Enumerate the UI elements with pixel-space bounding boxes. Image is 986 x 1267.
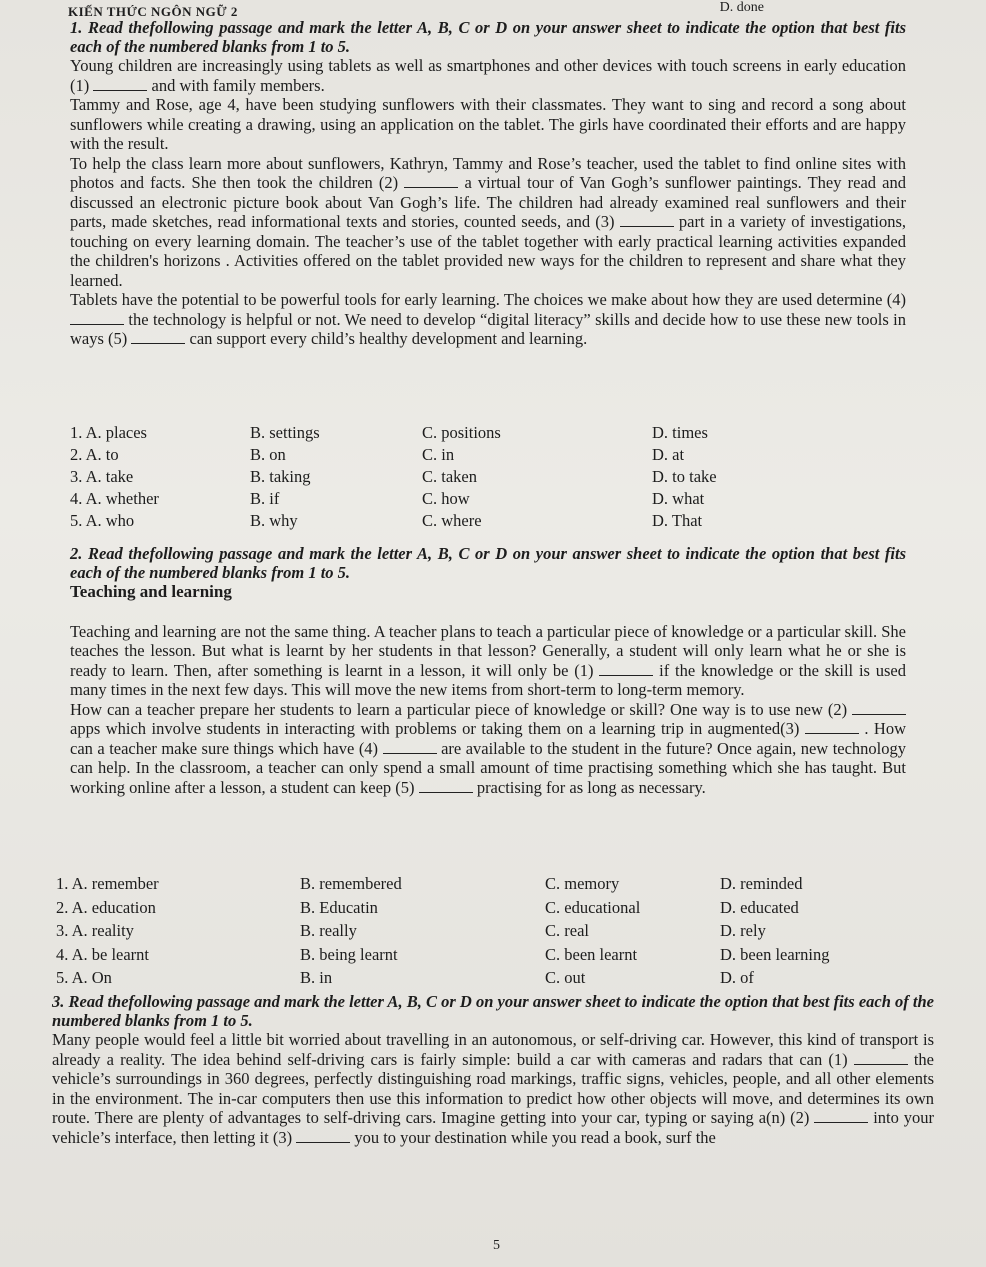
blank-5[interactable] [419,792,473,793]
section-3-instruction: 3. Read thefollowing passage and mark the letter A, B, C or D on your answer sheet to indicate the option that best fits each of the numbered blanks from 1 to 5. [52,992,934,1030]
option-a[interactable]: 5. A. On [56,968,112,987]
option-d[interactable]: D. at [652,445,685,464]
option-a[interactable]: 2. A. education [56,897,156,917]
option-c[interactable]: C. in [422,445,455,464]
option-c[interactable]: C. real [545,921,589,940]
s2-text: if the knowledge or the skill is used many times in the next few days. This will move the new items from short-term to long-term memory. [70,660,906,699]
option-b[interactable]: B. being learnt [300,944,398,964]
option-d[interactable]: D. been learning [720,944,830,964]
option-row [70,510,906,532]
s3-text: you to your destination while you read a book, surf the [354,1127,716,1147]
option-d[interactable]: D. to take [652,467,717,486]
blank-5[interactable] [131,343,185,344]
option-b[interactable]: B. why [250,511,298,530]
blank-3[interactable] [296,1142,350,1143]
blank-4[interactable] [383,753,437,754]
s1-text: a virtual tour of Van Gogh’s sunflower paintings. They read and discussed an electronic picture book about Van Gogh’s life. The children had already examined real sunflowers and their parts, made sketches, read informational texts and stories, counted seeds, and (3) [70,173,906,231]
option-row [56,966,906,990]
option-a[interactable]: 4. A. whether [70,489,159,508]
option-b[interactable]: B. Educatin [300,897,378,917]
s3-text: Many people would feel a little bit worried about travelling in an autonomous, or self-driving car. However, this kind of transport is already a reality. The idea behind self-driving cars is fairly simple: build a car with cameras and radars that can (1) [52,1030,934,1069]
s1-text: the technology is helpful or not. We need to develop “digital literacy” skills and decide how to use these new tools in ways (5) [70,309,907,348]
s1-text: Young children are increasingly using tablets as well as smartphones and other devices with touch screens in early education (1) [70,56,906,95]
s3-text: into your vehicle’s interface, then letting it (3) [52,1108,935,1147]
s3-text: the vehicle’s surroundings in 360 degrees, perfectly distinguishing road markings, traffic signs, vehicles, people, and all other elements in the environment. The in-car computers then use this information to predict how other objects will move, and determines its own route. There are plenty of advantages to self-driving cars. Imagine getting into your car, typing or saying a(n) (2) [52,1049,934,1127]
s1-text: part in a variety of investigations, touching on every learning domain. The teacher’s use of the tablet together with early practical learning activities expanded the children's horizons . Activities offered on the tablet provided new ways for the children to represent and share what they learned. [70,212,907,290]
option-row [70,488,906,510]
section-1-paragraph: Tammy and Rose, age 4, have been studying sunflowers with their classmates. They want to sing and record a song about sunflowers while creating a drawing, using an application on the tablet. The girls have coordinated their efforts and are happy with the result. [70,95,906,153]
option-a[interactable]: 2. A. to [70,445,119,464]
blank-4[interactable] [70,324,124,325]
option-c[interactable]: C. taken [422,467,477,486]
option-c[interactable]: C. been learnt [545,944,638,964]
blank-3[interactable] [805,733,859,734]
option-b[interactable]: B. really [300,921,357,940]
section-2-passage [70,544,906,797]
option-a[interactable]: 5. A. who [70,511,135,530]
option-b[interactable]: B. if [250,489,280,508]
s1-text: To help the class learn more about sunflowers, Kathryn, Tammy and Rose’s teacher, used the tablet to find online sites with photos and facts. She then took the children (2) [70,153,906,192]
option-a[interactable]: 3. A. reality [56,921,134,940]
option-b[interactable]: B. in [300,968,333,987]
section-2-paragraph [70,700,906,798]
section-2-title: Teaching and learning [70,582,232,601]
s1-text: and with family members. [151,75,325,95]
blank-2[interactable] [404,187,458,188]
option-d[interactable]: D. That [652,511,703,530]
option-b[interactable]: B. remembered [300,874,402,893]
option-c[interactable]: C. educational [545,897,641,917]
section-1-paragraph [70,154,906,291]
section-1-options [70,422,906,532]
option-b[interactable]: B. taking [250,467,311,486]
option-c[interactable]: C. memory [545,874,620,893]
section-1-instruction: 1. Read thefollowing passage and mark the letter A, B, C or D on your answer sheet to indicate the option that best fits each of the numbered blanks from 1 to 5. [70,18,906,56]
option-d[interactable]: D. rely [720,921,766,940]
s1-text: can support every child’s healthy development and learning. [189,329,588,348]
section-header: KIẾN THỨC NGÔN NGỮ 2 [68,4,238,19]
option-d[interactable]: D. times [652,423,708,442]
corner-fragment: D. done [719,0,764,15]
option-a[interactable]: 1. A. places [70,423,147,442]
section-1-paragraph [70,56,906,95]
s2-text: practising for as long as necessary. [476,777,706,797]
section-1-paragraph [70,290,906,349]
section-1-passage [70,18,906,349]
option-row [56,872,906,896]
section-2-options [56,872,906,990]
option-row [56,896,906,920]
s2-text: Teaching and learning are not the same thing. A teacher plans to teach a particular piece of knowledge or a particular skill. She teaches the lesson. But what is learnt by her students in that lesson? Generally, a student will only learn what he or she is ready to learn. Then, after something is learnt in a lesson, it will only be (1) [70,621,906,680]
blank-1[interactable] [93,90,147,91]
option-d[interactable]: D. educated [720,897,799,917]
s2-text: . How can a teacher make sure things which have (4) [70,719,907,758]
option-b[interactable]: B. settings [250,423,320,442]
page-number: 5 [493,1238,500,1253]
blank-2[interactable] [814,1122,868,1123]
section-2-instruction: 2. Read thefollowing passage and mark the letter A, B, C or D on your answer sheet to indicate the option that best fits each of the numbered blanks from 1 to 5. [70,544,906,582]
option-a[interactable]: 1. A. remember [56,874,159,893]
s2-text: How can a teacher prepare her students to learn a particular piece of knowledge or skill? One way is to use new (2) [70,699,848,719]
option-a[interactable]: 3. A. take [70,467,134,486]
option-row [56,943,906,967]
blank-1[interactable] [599,675,653,676]
option-row [70,444,906,466]
option-c[interactable]: C. out [545,968,586,987]
option-a[interactable]: 4. A. be learnt [56,944,150,964]
option-b[interactable]: B. on [250,445,286,464]
blank-1[interactable] [854,1064,908,1065]
option-d[interactable]: D. of [720,968,754,987]
option-row [56,919,906,943]
option-row [70,466,906,488]
s2-text: apps which involve students in interacting with problems or taking them on a learning trip in augmented(3) [70,719,800,738]
option-c[interactable]: C. where [422,511,482,530]
option-c[interactable]: C. positions [422,423,501,442]
blank-2[interactable] [852,714,906,715]
option-d[interactable]: D. what [652,489,705,508]
section-3-passage [52,992,934,1147]
option-c[interactable]: C. how [422,489,470,508]
s2-text: are available to the student in the future? Once again, new technology can help. In the classroom, a teacher can only spend a small amount of time practising something which she has taught. But working online after a lesson, a student can keep (5) [70,738,907,797]
option-d[interactable]: D. reminded [720,874,803,893]
section-3-paragraph [52,1030,934,1147]
s1-text: Tablets have the potential to be powerful tools for early learning. The choices we make about how they are used determine (4) [70,290,906,309]
option-row [70,422,906,444]
section-2-paragraph [70,622,906,700]
blank-3[interactable] [620,226,674,227]
